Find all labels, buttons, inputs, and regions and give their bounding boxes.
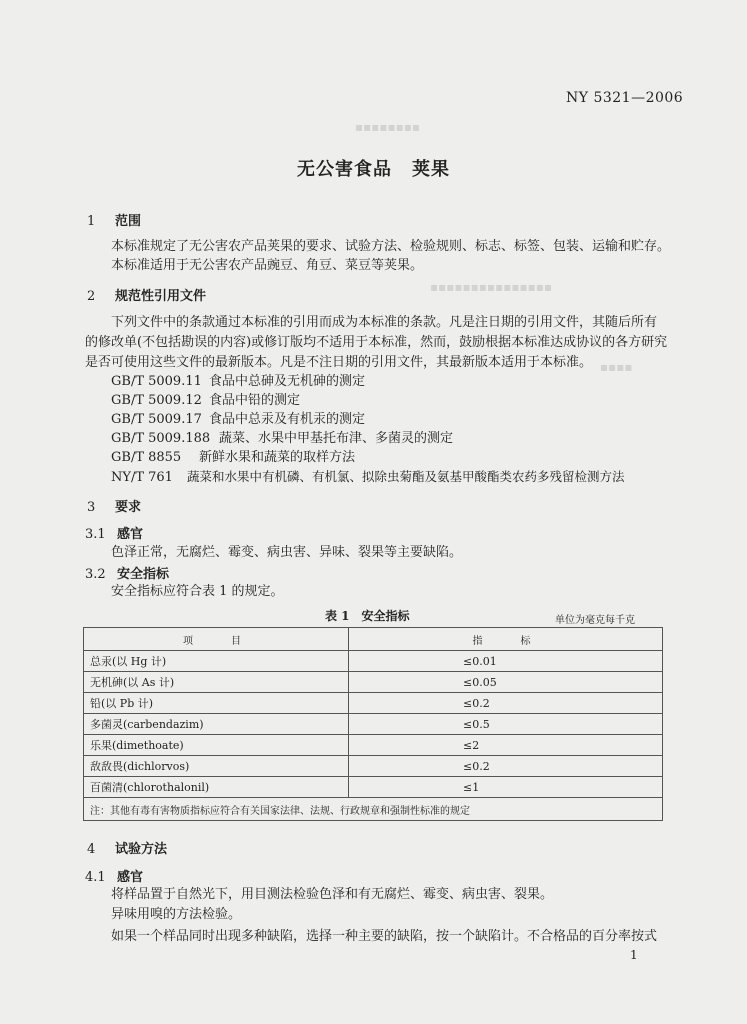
title-part-2: 荚果 [412, 159, 450, 180]
table-unit: 单位为毫克每千克 [555, 615, 635, 626]
column-header-index: 指 标 [349, 628, 663, 651]
section-4-heading: 4 试验方法 [87, 842, 168, 857]
reference-item: GB/T 5009.188 蔬菜、水果中甲基托布津、多菌灵的测定 [111, 431, 454, 446]
section-3-heading: 3 要求 [87, 500, 142, 515]
reference-item: GB/T 5009.11 食品中总砷及无机砷的测定 [111, 374, 366, 389]
show-through-text: ▪▪▪▪ [600, 360, 633, 374]
table-note: 注：其他有毒有害物质指标应符合有关国家法律、法规、行政规章和强制性标准的规定 [84, 798, 663, 821]
reference-item: GB/T 5009.17 食品中总汞及有机汞的测定 [111, 412, 366, 427]
table-cell-value: ≤0.05 [349, 672, 663, 693]
show-through-text: ▪▪▪▪▪▪▪▪▪▪▪▪▪▪▪ [430, 280, 552, 294]
section-4-1-line: 异味用嗅的方法检验。 [111, 907, 242, 922]
section-3-2-text: 安全指标应符合表 1 的规定。 [111, 584, 284, 599]
section-2-intro-line: 下列文件中的条款通过本标准的引用而成为本标准的条款。凡是注日期的引用文件，其随后所有 [111, 315, 658, 330]
table-cell-value: ≤2 [349, 735, 663, 756]
section-2-intro-line: 是否可使用这些文件的最新版本。凡是不注日期的引用文件，其最新版本适用于本标准。 [85, 355, 593, 370]
standard-code: NY 5321—2006 [566, 90, 684, 106]
table-header-row [84, 628, 663, 651]
table-row [84, 651, 663, 672]
table-cell-value: ≤0.5 [349, 714, 663, 735]
table-cell-item: 总汞(以 Hg 计) [84, 651, 349, 672]
table-row [84, 756, 663, 777]
section-2-heading: 2 规范性引用文件 [87, 289, 207, 304]
table-row [84, 777, 663, 798]
table-cell-value: ≤0.01 [349, 651, 663, 672]
safety-indicator-table [83, 627, 663, 821]
section-1-paragraph: 本标准规定了无公害农产品荚果的要求、试验方法、检验规则、标志、标签、包装、运输和贮存。 [111, 239, 671, 254]
table-cell-item: 铅(以 Pb 计) [84, 693, 349, 714]
table-cell-value: ≤1 [349, 777, 663, 798]
reference-item: GB/T 8855 新鲜水果和蔬菜的取样方法 [111, 450, 356, 465]
section-4-1-heading: 4.1 感官 [85, 870, 144, 885]
column-header-item: 项 目 [84, 628, 349, 651]
section-2-intro-line: 的修改单(不包括勘误的内容)或修订版均不适用于本标准，然而，鼓励根据本标准达成协议的各方研究 [85, 335, 668, 350]
reference-item: GB/T 5009.12 食品中铅的测定 [111, 393, 301, 408]
section-3-2-heading: 3.2 安全指标 [85, 567, 170, 582]
page-number: 1 [630, 948, 638, 962]
table-row [84, 735, 663, 756]
table-cell-value: ≤0.2 [349, 756, 663, 777]
table-title: 表 1 安全指标 [325, 609, 410, 623]
reference-item: NY/T 761 蔬菜和水果中有机磷、有机氯、拟除虫菊酯及氨基甲酸酯类农药多残留检测方法 [111, 469, 625, 485]
table-cell-item: 敌敌畏(dichlorvos) [84, 756, 349, 777]
table-cell-item: 乐果(dimethoate) [84, 735, 349, 756]
section-3-1-heading: 3.1 感官 [85, 527, 144, 542]
table-cell-value: ≤0.2 [349, 693, 663, 714]
title-part-1: 无公害食品 [297, 159, 392, 180]
table-note-row [84, 798, 663, 821]
page-title [0, 155, 747, 181]
table-row [84, 693, 663, 714]
show-through-text: ▪▪▪▪▪▪▪▪ [355, 120, 421, 134]
table-cell-item: 多菌灵(carbendazim) [84, 714, 349, 735]
table-cell-item: 百菌清(chlorothalonil) [84, 777, 349, 798]
table-row [84, 672, 663, 693]
section-4-1-line: 如果一个样品同时出现多种缺陷，选择一种主要的缺陷，按一个缺陷计。不合格品的百分率按式 [111, 929, 658, 944]
section-1-heading: 1 范围 [87, 214, 142, 229]
table-cell-item: 无机砷(以 As 计) [84, 672, 349, 693]
section-4-1-line: 将样品置于自然光下，用目测法检验色泽和有无腐烂、霉变、病虫害、裂果。 [111, 887, 554, 902]
section-1-paragraph: 本标准适用于无公害农产品豌豆、角豆、菜豆等荚果。 [111, 258, 424, 273]
section-3-1-text: 色泽正常，无腐烂、霉变、病虫害、异味、裂果等主要缺陷。 [111, 545, 463, 560]
table-row [84, 714, 663, 735]
